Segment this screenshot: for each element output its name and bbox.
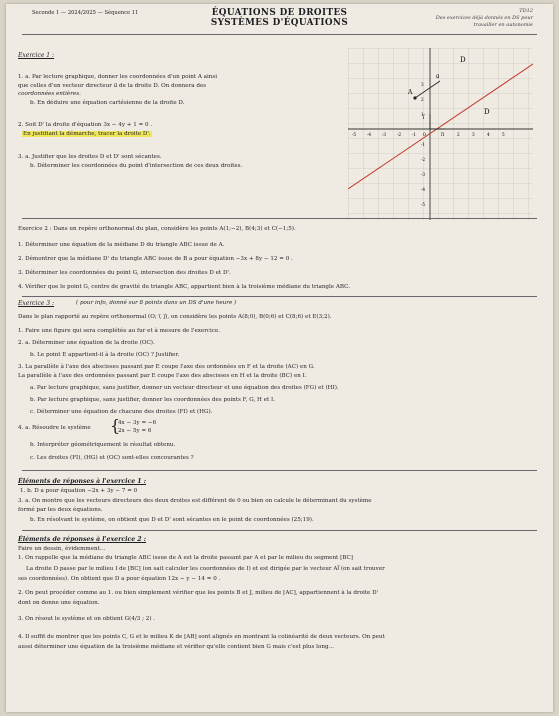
x-tick-label: -1 — [412, 132, 417, 137]
ex1-q2-line2 — [22, 131, 152, 138]
title-line-2: SYSTÈMES D'ÉQUATIONS — [210, 18, 349, 28]
ex1-q2-highlight: En justifiant la démarche, tracer la droite D'. — [23, 131, 151, 137]
ex2-q4: 4. Vérifier que le point G, centre de gravité du triangle ABC, appartient bien à la troisième médiane du triangle ABC. — [18, 284, 350, 290]
ex1-q3a: 3. a. Justifier que les droites D et D' sont sécantes. — [18, 154, 162, 160]
label-a: A — [408, 89, 413, 96]
label-origin: 0 — [423, 133, 426, 138]
ex2-intro: Exercice 2 : Dans un repère orthonormal du plan, considère les points A(1;−2), B(4;3) et C(−1;5). — [18, 226, 296, 232]
y-tick-label: -1 — [421, 142, 426, 147]
y-tick-label: -4 — [421, 187, 426, 192]
label-d-top: D — [460, 56, 466, 64]
x-tick-label: -2 — [397, 132, 402, 137]
system-eq1: 4x − 3y = −6 — [118, 420, 157, 426]
y-tick-label: -5 — [421, 202, 426, 207]
y-tick-label: -3 — [421, 172, 426, 177]
ex2-q1: 1. Déterminer une équation de la médiane D du triangle ABC issue de A. — [18, 242, 225, 248]
ex3-q3b: b. Par lecture graphique, sans justifier, donner les coordonnées des points F, G, H et I. — [30, 397, 276, 403]
ans2-line4: 2. On peut procéder comme au 1. ou bien simplement vérifier que les points B et J, milieu de [AC], appartiennent à la droite D' — [18, 590, 379, 596]
ex3-divider — [22, 470, 537, 471]
x-tick-label: 1 — [442, 132, 445, 137]
ex2-q3: 3. Déterminer les coordonnées du point G, intersection des droites D et D'. — [18, 270, 231, 276]
ex3-q4c: c. Les droites (FI), (HG) et (OC) sont-elles concourantes ? — [30, 455, 194, 461]
ex3-q3-line2: La parallèle à l'axe des ordonnées passant par E coupe l'axe des abscisses en H et la droite (BC) en I. — [18, 373, 307, 379]
y-tick-label: 3 — [421, 82, 424, 87]
ans2-line0: Faire un dessin, évidemment... — [18, 546, 106, 552]
system-brace: { — [110, 416, 121, 435]
system-eq2: 2x − 5y = 6 — [118, 428, 152, 434]
ans1-line3: formé par les deux équations. — [18, 507, 103, 513]
ans1-line2: 3. a. On montre que les vecteurs directeurs des deux droites est différent de 0 ou bien on calcule le déterminant du système — [18, 498, 372, 504]
ex2-divider — [22, 296, 537, 297]
label-d-right: D — [484, 108, 490, 116]
header-class-info: Seconde 1 — 2024/2025 — Séquence 11 — [32, 10, 139, 16]
ex3-q4a: 4. a. Résoudre le système — [18, 425, 91, 431]
ex3-note: ( pour info, donné sur 8 points dans un DS d'une heure ) — [76, 300, 237, 306]
ex3-q3c: c. Déterminer une équation de chacune des droites (FI) et (HG). — [30, 409, 213, 415]
title-line-1: ÉQUATIONS DE DROITES — [211, 8, 348, 18]
ans2-line5: dont on donne une équation. — [18, 600, 100, 606]
ans2-line8: aussi déterminer une équation de la troisième médiane et vérifier qu'elle contient bien G mais c'est plus long... — [18, 644, 334, 650]
ex1-q1b: b. En déduire une équation cartésienne de la droite D. — [30, 100, 185, 106]
header-divider — [22, 34, 537, 35]
ex3-q3a: a. Par lecture graphique, sans justifier, donner un vecteur directeur et une équation des droites (FG) et (HI). — [30, 385, 339, 391]
ans2-line3: ses coordonnées). On obtient que D a pour équation 12x − y − 14 = 0 . — [18, 576, 221, 582]
ans2-line7: 4. Il suffit de montrer que les points C, G et le milieu K de [AB] sont alignés en montrant la colinéarité de deux vecteurs. On peut — [18, 634, 385, 640]
ex1-q3b: b. Déterminer les coordonnées du point d'intersection de ces deux droites. — [30, 163, 243, 169]
ans2-title: Éléments de réponses à l'exercice 2 : — [18, 536, 147, 543]
ans2-line1: 1. On rappelle que la médiane du triangle ABC issue de A est la droite passant par A et par le milieu du segment [BC] — [18, 555, 353, 561]
ex1-title: Exercice 1 : — [18, 52, 55, 59]
ans1-line4: b. En résolvant le système, on obtient que D et D' sont sécantes en le point de coordonnées (25;19). — [30, 517, 314, 523]
x-tick-label: -5 — [352, 132, 357, 137]
y-tick-label: 1 — [421, 112, 424, 117]
ex1-q1a-line3: coordonnées entières. — [18, 91, 81, 97]
ans1-title: Éléments de réponses à l'exercice 1 : — [18, 478, 147, 485]
ex3-q1: 1. Faire une figure qui sera complétée au fur et à mesure de l'exercice. — [18, 328, 221, 334]
ex1-q1a-line2: que celles d'un vecteur directeur u⃗ de la droite D. On donnera des — [18, 83, 207, 89]
ex1-q1a-line1: 1. a. Par lecture graphique, donner les coordonnées d'un point A ainsi — [18, 74, 218, 80]
ex3-q4b: b. Interpréter géométriquement le résultat obtenu. — [30, 442, 176, 448]
y-tick-label: -2 — [421, 157, 426, 162]
ex3-title: Exercice 3 : — [18, 300, 55, 307]
label-j: j⃗ — [423, 114, 425, 120]
ex1-divider — [22, 218, 537, 219]
ex1-q2-line1: 2. Soit D' la droite d'équation 3x − 4y + 1 = 0 . — [18, 122, 153, 128]
x-tick-label: -4 — [367, 132, 372, 137]
ex3-intro: Dans le plan rapporté au repère orthonormal (O; i⃗, j⃗), on considère les points A(8;0), B(0;6) et C(8;6) et E(3;2). — [18, 314, 332, 320]
coordinate-graph — [348, 48, 533, 220]
ex3-q3-line1: 3. La parallèle à l'axe des abscisses passant par E coupe l'axe des ordonnées en F et la droite (AC) en G. — [18, 364, 315, 370]
autonomy-note: Des exercices déjà donnés en DS pour travailler en autonomie — [435, 15, 533, 28]
x-tick-label: -3 — [382, 132, 387, 137]
ans2-line2: La droite D passe par le milieu I de [BC] (on sait calculer les coordonnées de I) et est dirigée par le vecteur AI⃗ (on sait trouver — [26, 566, 385, 572]
x-tick-label: 2 — [457, 132, 460, 137]
ex3-q2a: 2. a. Déterminer une équation de la droite (OC). — [18, 340, 155, 346]
ans1-divider — [22, 530, 537, 531]
ex3-q2b: b. Le point E appartient-il à la droite (OC) ? Justifier. — [30, 352, 180, 358]
label-u: u⃗ — [436, 74, 440, 80]
x-tick-label: 5 — [502, 132, 505, 137]
worksheet-page — [6, 4, 553, 712]
x-tick-label: 4 — [487, 132, 490, 137]
x-tick-label: 3 — [472, 132, 475, 137]
y-tick-label: 2 — [421, 97, 424, 102]
ans2-line6: 3. On résout le système et on obtient G(4/3 ; 2) . — [18, 616, 156, 622]
ex2-q2: 2. Démontrer que la médiane D' du triangle ABC issue de B a pour équation −3x + 8y − 12 = 0 . — [18, 256, 293, 262]
td-code: TD12 — [519, 8, 533, 14]
ans1-line1: 1. b. D a pour équation −2x + 3y − 7 = 0 — [20, 488, 138, 494]
header-note — [423, 8, 533, 29]
label-i: i⃗ — [441, 132, 443, 138]
